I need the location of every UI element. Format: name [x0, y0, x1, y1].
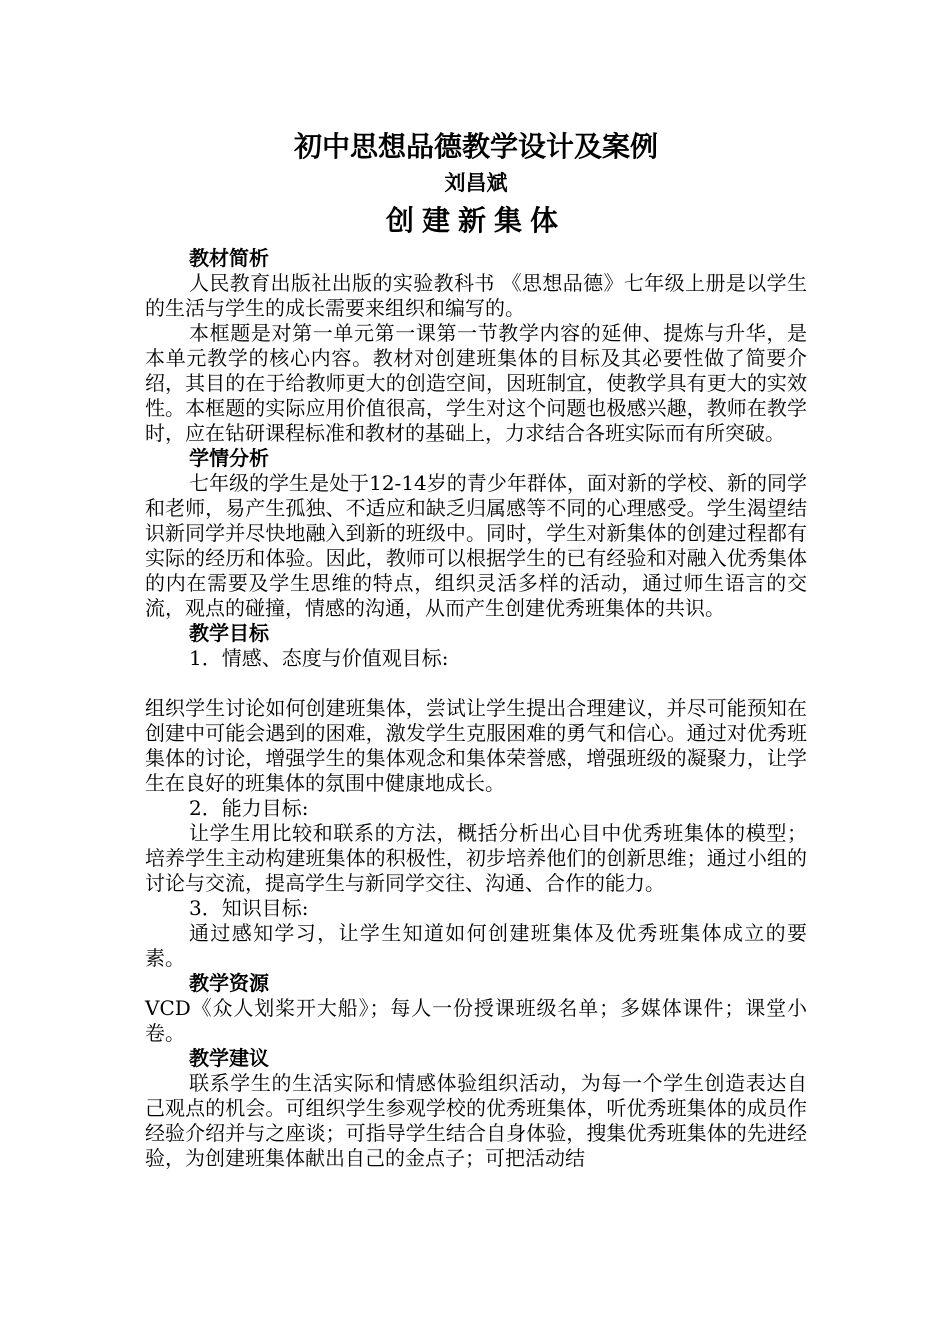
objective-label: 2．能力目标:	[189, 796, 309, 820]
blank-line	[145, 671, 807, 696]
paragraph: VCD《众人划桨开大船》；每人一份授课班级名单；多媒体课件；课堂小卷。	[145, 996, 807, 1045]
section-resources	[145, 971, 807, 1046]
paragraph: 七年级的学生是处于12-14岁的青少年群体，面对新的学校、新的同学和老师，易产生孤独、不适应和缺乏归属感等不同的心理感受。学生渴望结识新同学并尽快地融入到新的班级中。同时，学生对新集体的创建过程都有实际的经历和体验。因此，教师可以根据学生的已有经验和对融入优秀集体的内在需要及学生思维的特点，组织灵活多样的活动，通过师生语言的交流，观点的碰撞，情感的沟通，从而产生创建优秀班集体的共识。	[145, 471, 807, 620]
paragraph: 本框题是对第一单元第一课第一节教学内容的延伸、提炼与升华，是本单元教学的核心内容。教材对创建班集体的目标及其必要性做了简要介绍，其目的在于给教师更大的创造空间，因班制宜，使教学具有更大的实效性。本框题的实际应用价值很高，学生对这个问题也极感兴趣，教师在教学时，应在钻研课程标准和教材的基础上，力求结合各班实际而有所突破。	[145, 321, 807, 445]
section-textbook-analysis	[145, 246, 807, 446]
section-heading: 教学建议	[189, 1046, 269, 1070]
paragraph: 通过感知学习，让学生知道如何创建班集体及优秀班集体成立的要素。	[145, 921, 807, 970]
paragraph: 组织学生讨论如何创建班集体，尝试让学生提出合理建议，并尽可能预知在创建中可能会遇到的困难，激发学生克服困难的勇气和信心。通过对优秀班集体的讨论，增强学生的集体观念和集体荣誉感，增强班级的凝聚力，让学生在良好的班集体的氛围中健康地成长。	[145, 696, 807, 795]
lesson-title: 创建新集体	[385, 204, 566, 237]
objective-label: 1．情感、态度与价值观目标:	[189, 646, 449, 670]
document-body	[145, 128, 807, 1171]
section-heading: 教学目标	[189, 621, 269, 645]
paragraph: 人民教育出版社出版的实验教科书 《思想品德》七年级上册是以学生的生活与学生的成长需要来组织和编写的。	[145, 271, 807, 320]
objective-label: 3．知识目标:	[189, 896, 309, 920]
section-student-analysis	[145, 446, 807, 621]
paragraph: 让学生用比较和联系的方法，概括分析出心目中优秀班集体的模型；培养学生主动构建班集体的积极性，初步培养他们的创新思维；通过小组的讨论与交流，提高学生与新同学交往、沟通、合作的能力。	[145, 821, 807, 895]
section-heading: 教学资源	[189, 971, 269, 995]
section-objectives	[145, 621, 807, 971]
document-title: 初中思想品德教学设计及案例	[293, 130, 658, 163]
section-suggestions	[145, 1046, 807, 1171]
section-heading: 学情分析	[189, 446, 269, 470]
paragraph: 联系学生的生活实际和情感体验组织活动，为每一个学生创造表达自己观点的机会。可组织学生参观学校的优秀班集体，听优秀班集体的成员作经验介绍并与之座谈；可指导学生结合自身体验，搜集优秀班集体的先进经验，为创建班集体献出自己的金点子；可把活动结	[145, 1071, 807, 1170]
author-name: 刘昌斌	[444, 171, 508, 195]
section-heading: 教材简析	[189, 246, 269, 270]
